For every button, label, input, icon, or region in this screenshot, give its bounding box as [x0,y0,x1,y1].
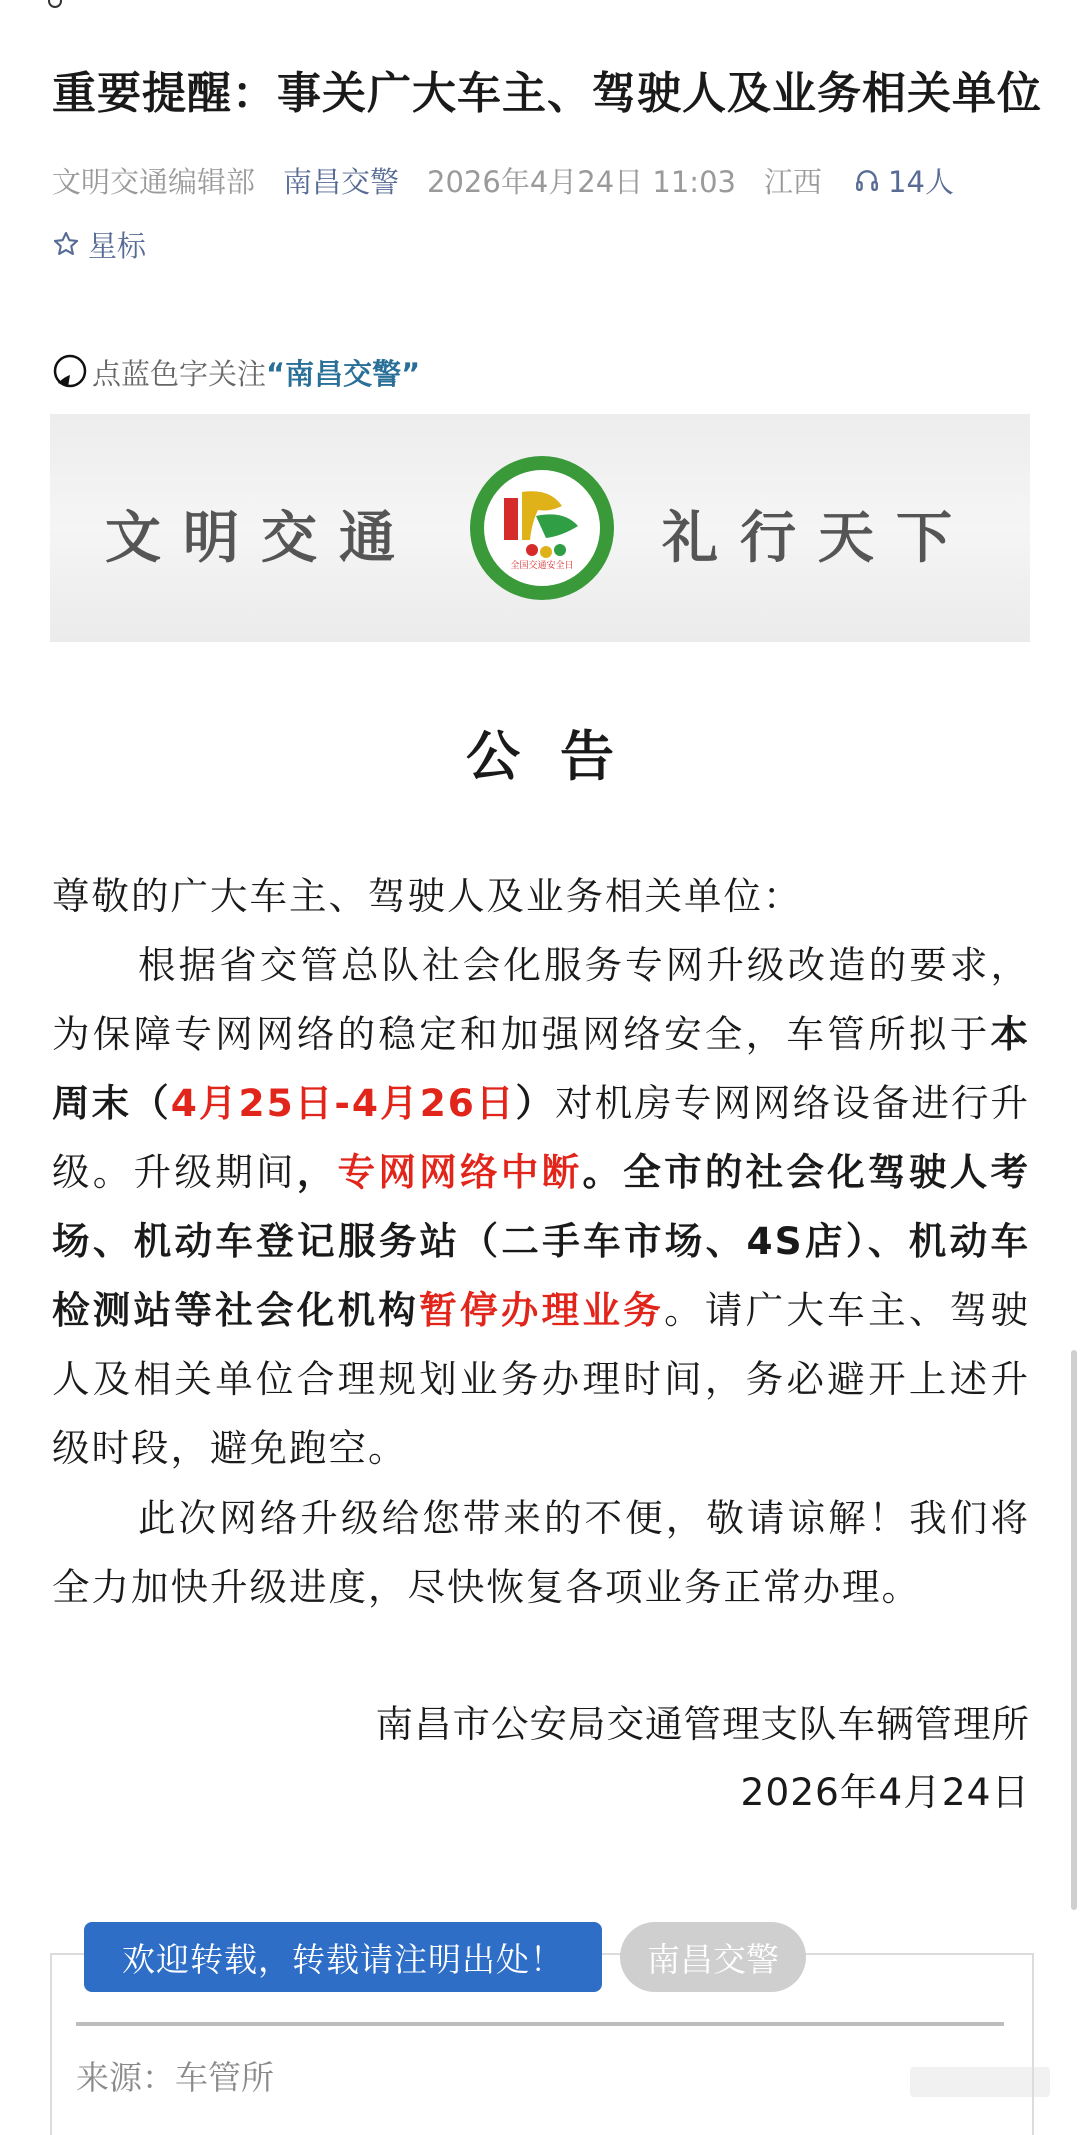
notice-paragraph-1 [52,931,1030,1483]
p1-interrupt: 专网网络中断 [337,1150,583,1194]
p1-text-d: 。全市的社会化驾驶人考场、机动车登记服务站（二手车市场、4S店）、机动车检测站等社会化机构 [52,1150,1031,1332]
p1-suspend: 暂停办理业务 [419,1288,665,1332]
logo-text: 全国交通安全日 [510,561,574,571]
star-label: 星标 [88,228,147,263]
notice-date: 2026年4月24日 [740,1770,1030,1814]
listen-button[interactable] [854,160,954,201]
p1-paren-open: （ [131,1081,171,1125]
source-label: 来源：车管所 [76,2058,274,2097]
pointer-icon [50,353,90,393]
follow-hint-text: 点蓝色字关注 [92,357,267,391]
region-label: 江西 [763,164,822,199]
repost-badge: 欢迎转载，转载请注明出处！ [84,1922,602,1992]
scrollbar[interactable] [1071,1350,1077,1910]
follow-hint [50,345,420,393]
publish-datetime: 2026年4月24日 11:03 [427,164,736,199]
banner-image [50,414,1030,642]
p1-text-c: 对机房专网网络设备进行升级。升级期间 [52,1081,1031,1194]
p1-text-a: 根据省交管总队社会化服务专网升级改造的要求，为保障专网网络的稳定和加强网络安全，车管所拟于 [52,943,1030,1056]
banner-left-text: 文明交通 [105,506,417,571]
notice-greeting: 尊敬的广大车主、驾驶人及业务相关单位： [52,874,803,918]
listener-count: 14人 [888,164,954,199]
notice-signature: 南昌市公安局交通管理支队车辆管理所 [375,1702,1030,1746]
star-icon [52,230,80,258]
headphones-icon [854,167,880,193]
p1-text-e: 。请广大车主、驾驶人及相关单位合理规划业务办理时间，务必避开上述升级时段，避免跑空。 [52,1288,1031,1470]
notice-paragraph-2: 此次网络升级给您带来的不便，敬请谅解！我们将全力加快升级进度，尽快恢复各项业务正常办理。 [52,1496,1030,1609]
top-cut-icon [48,0,62,8]
footer-divider [76,2022,1004,2026]
article-title: 重要提醒：事关广大车主、驾驶人及业务相关单位 [52,68,1042,119]
star-button[interactable] [52,222,146,266]
p1-weekend: 本周末 [52,1012,1030,1125]
account-badge[interactable]: 南昌交警 [620,1922,806,1992]
follow-account-link[interactable]: “南昌交警” [266,357,421,391]
account-link[interactable]: 南昌交警 [283,164,400,199]
traffic-safety-logo [466,452,618,604]
banner-right-text: 礼行天下 [662,506,974,571]
p1-dates: 4月25日-4月26日 [170,1081,516,1125]
article-meta [52,158,1042,202]
watermark [910,2067,1050,2097]
notice-heading: 公告 [466,725,654,788]
p1-paren-close: ） [515,1081,556,1125]
p1-comma: ， [296,1150,338,1194]
author-name: 文明交通编辑部 [52,164,256,199]
